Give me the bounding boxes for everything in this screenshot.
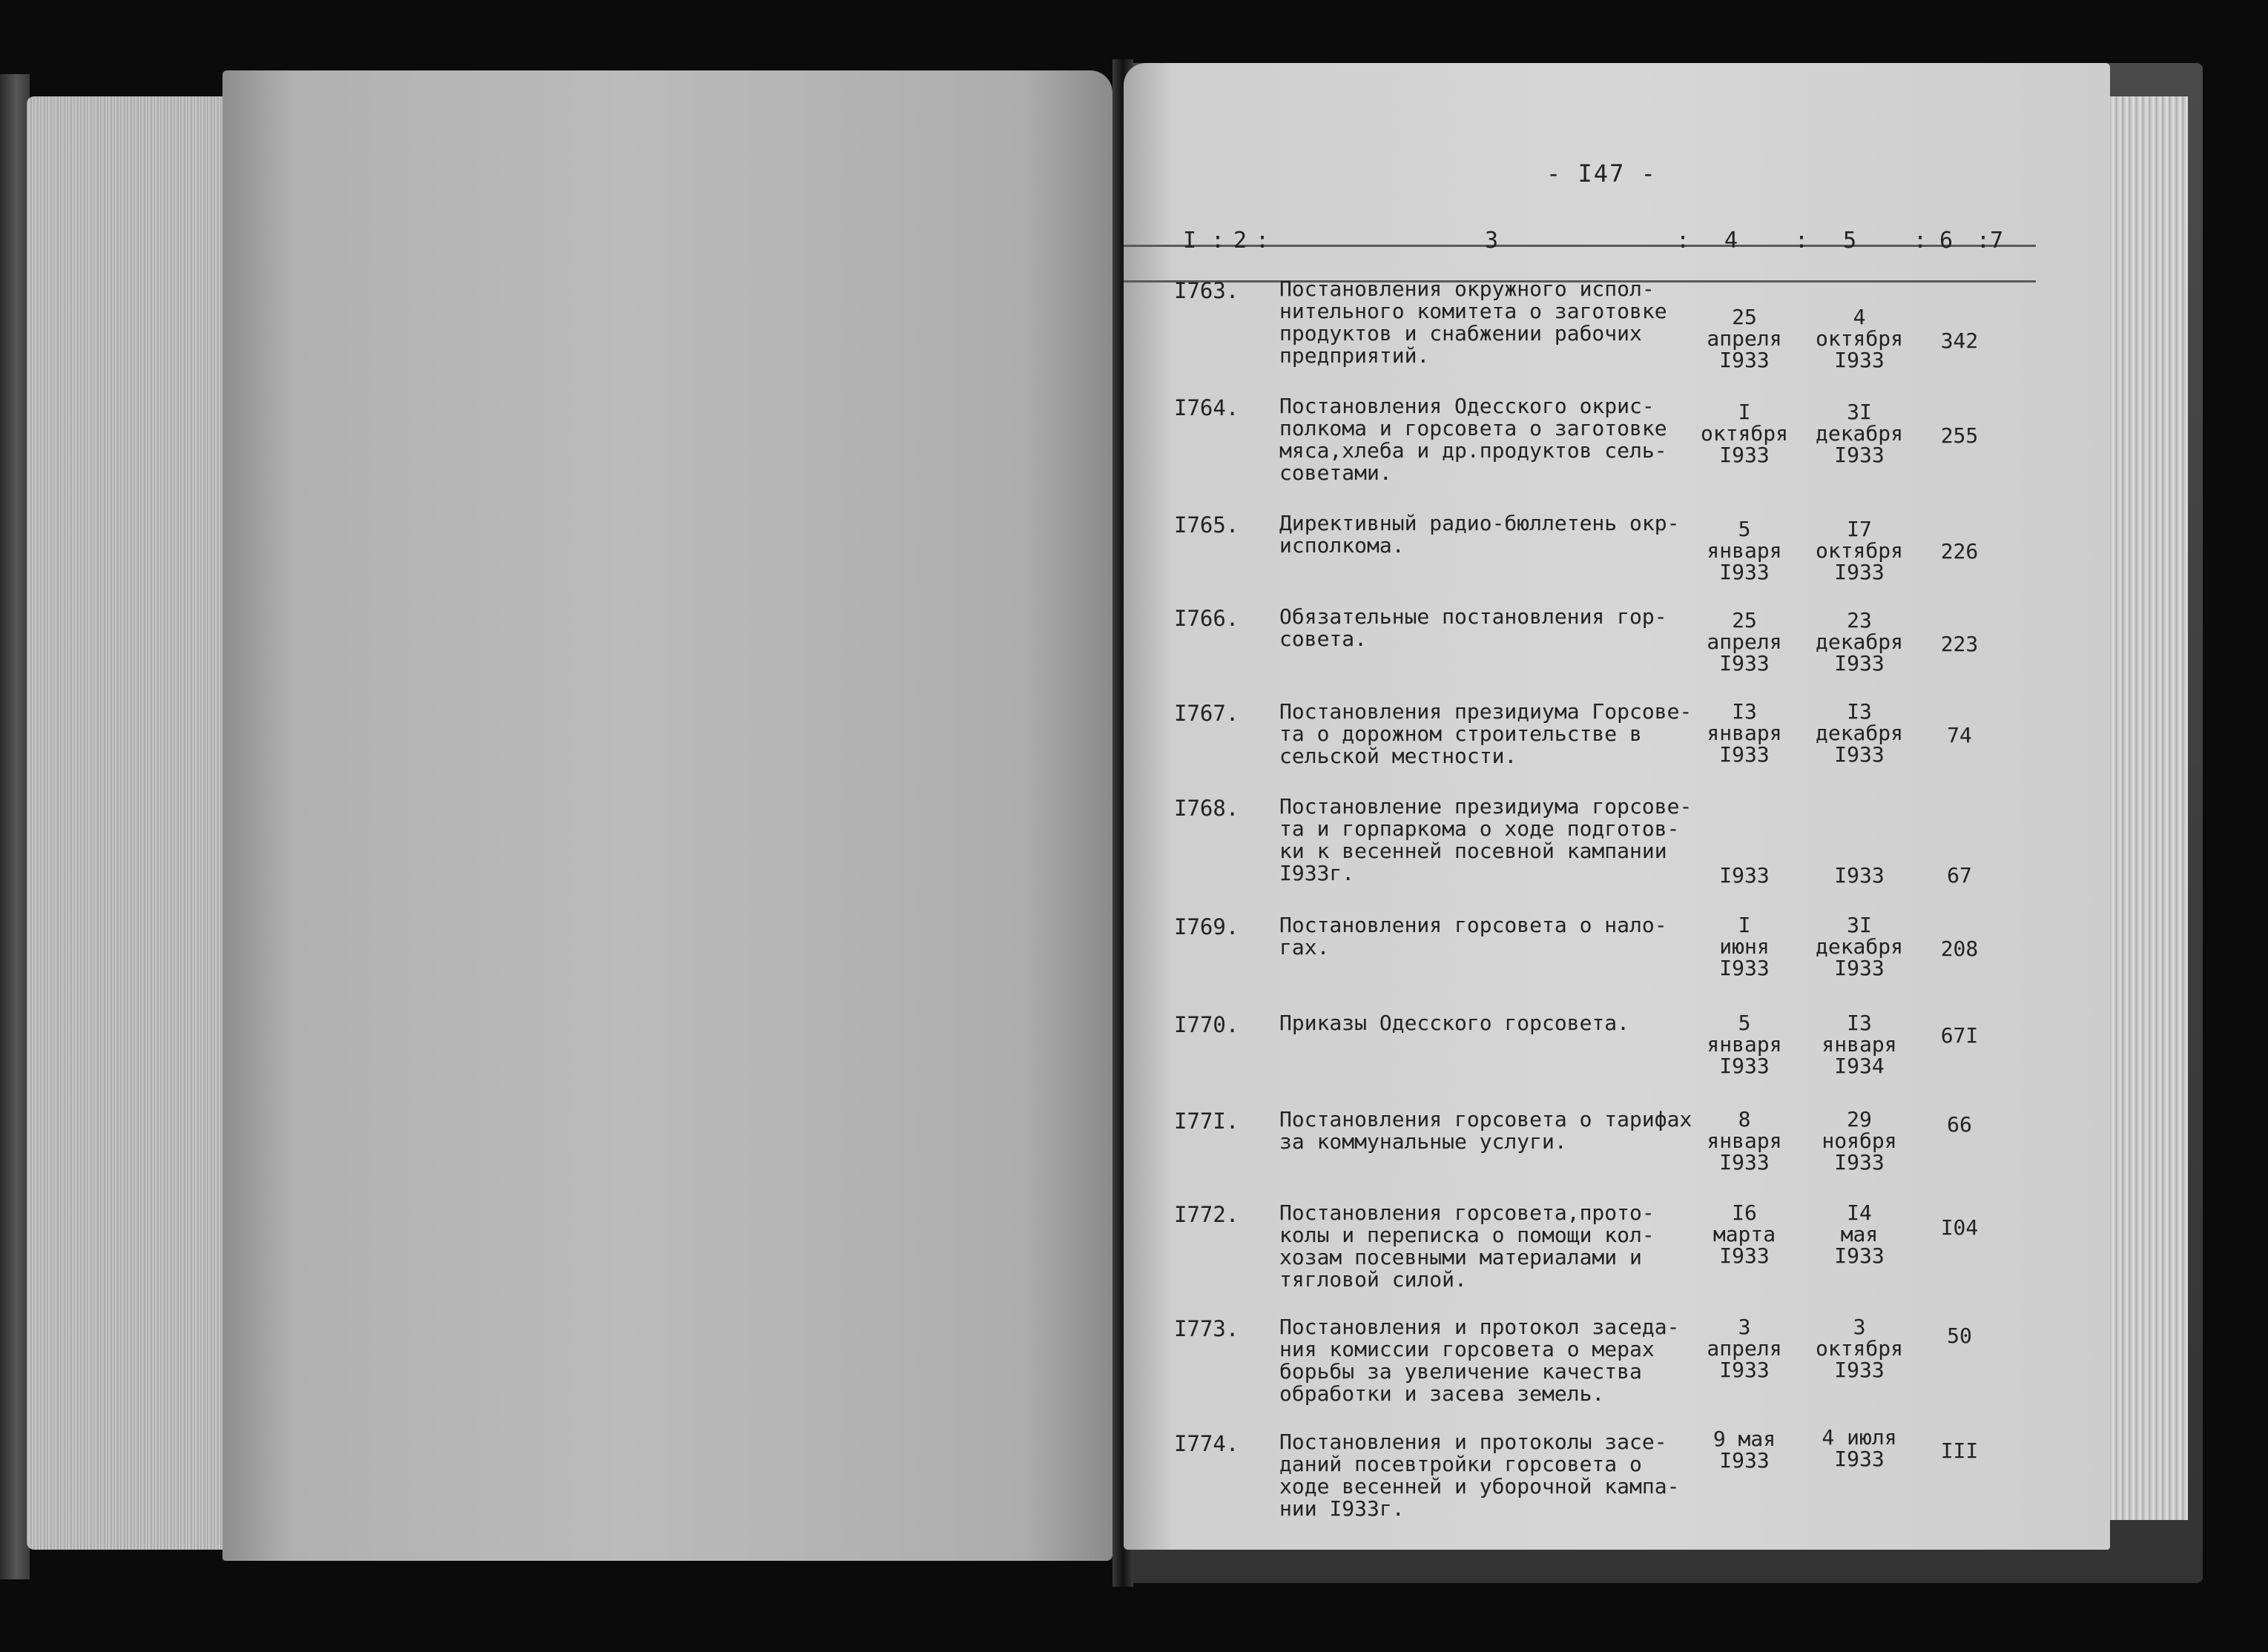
col-header-sep: : xyxy=(1676,228,1690,254)
table-row xyxy=(1124,1316,2110,1427)
sheet-count: 66 xyxy=(1947,1112,1972,1137)
book-binding xyxy=(0,74,30,1579)
end-date: 3 октября I933 xyxy=(1815,1315,1903,1382)
case-title: Директивный радио-бюллетень окр- исполкома. xyxy=(1279,511,1680,558)
case-title: Постановления горсовета о нало- гах. xyxy=(1279,913,1667,959)
start-date: 8 января I933 xyxy=(1707,1107,1782,1174)
sheet-count: III xyxy=(1940,1438,1979,1463)
table-row xyxy=(1124,278,2110,389)
end-date: I7 октября I933 xyxy=(1815,517,1903,584)
col-header-sep: : xyxy=(1256,228,1270,254)
case-number: I773. xyxy=(1174,1316,1239,1341)
end-date: 4 июля I933 xyxy=(1822,1425,1897,1471)
start-date: 25 апреля I933 xyxy=(1707,608,1782,675)
end-date: 29 ноября I933 xyxy=(1822,1107,1897,1174)
col-header-4: 4 xyxy=(1724,228,1738,254)
case-number: I77I. xyxy=(1174,1109,1239,1134)
col-header-sep: : xyxy=(1913,228,1928,254)
case-number: I772. xyxy=(1174,1202,1239,1227)
start-date: I октября I933 xyxy=(1700,400,1788,467)
sheet-count: 255 xyxy=(1940,423,1979,448)
col-header-sep: : xyxy=(1211,228,1225,254)
case-title: Постановления и протокол заседа- ния комиссии горсовета о мерах борьбы за увеличение качества обработки и засева земель. xyxy=(1279,1315,1680,1406)
end-date: I4 мая I933 xyxy=(1834,1200,1885,1268)
col-header-1: I xyxy=(1183,228,1197,254)
case-number: I765. xyxy=(1174,512,1239,538)
case-number: I769. xyxy=(1174,914,1239,939)
col-header-2: 2 xyxy=(1233,228,1247,254)
start-date: I3 января I933 xyxy=(1707,699,1782,767)
case-title: Постановления горсовета,прото- колы и переписка о помощи кол- хозам посевными материалами и тягловой силой. xyxy=(1279,1200,1655,1292)
case-number: I763. xyxy=(1174,278,1239,303)
start-date: I933 xyxy=(1719,863,1770,888)
sheet-count: 67I xyxy=(1940,1023,1979,1048)
case-number: I767. xyxy=(1174,701,1239,726)
table-row xyxy=(1124,796,2110,907)
case-number: I770. xyxy=(1174,1012,1239,1037)
sheet-count: 208 xyxy=(1940,936,1979,961)
start-date: I6 марта I933 xyxy=(1712,1200,1776,1268)
case-number: I766. xyxy=(1174,606,1239,631)
page-block-edge xyxy=(27,96,231,1550)
sheet-count: 74 xyxy=(1947,723,1972,747)
col-header-5: 5 xyxy=(1843,228,1857,254)
start-date: 25 апреля I933 xyxy=(1707,305,1782,372)
end-date: I3 января I934 xyxy=(1822,1011,1897,1078)
col-header-7: :7 xyxy=(1977,228,2004,254)
table-row xyxy=(1124,914,2110,1025)
case-title: Постановления горсовета о тарифах за коммунальные услуги. xyxy=(1279,1107,1692,1154)
end-date: I933 xyxy=(1834,863,1885,888)
right-page xyxy=(1124,63,2110,1550)
end-date: 23 декабря I933 xyxy=(1815,608,1903,675)
start-date: I июня I933 xyxy=(1719,913,1770,980)
case-title: Постановление президиума горсове- та и горпаркома о ходе подготов- ки к весенней посевной кампании I933г. xyxy=(1279,794,1692,885)
case-title: Постановления президиума Горсове- та о дорожном строительстве в сельской местности. xyxy=(1279,699,1692,768)
sheet-count: 226 xyxy=(1940,539,1979,564)
col-header-6: 6 xyxy=(1939,228,1954,254)
table-row xyxy=(1124,1202,2110,1313)
col-header-3: 3 xyxy=(1485,228,1499,254)
end-date: 4 октября I933 xyxy=(1815,305,1903,372)
end-date: 3I декабря I933 xyxy=(1815,400,1903,467)
left-page-blank xyxy=(222,70,1112,1561)
start-date: 5 января I933 xyxy=(1707,517,1782,584)
end-date: I3 декабря I933 xyxy=(1815,699,1903,767)
start-date: 3 апреля I933 xyxy=(1707,1315,1782,1382)
case-title: Постановления окружного испол- нительного комитета о заготовке продуктов и снабжении рабочих предприятий. xyxy=(1279,277,1667,368)
end-date: 3I декабря I933 xyxy=(1815,913,1903,980)
page-number: - I47 - xyxy=(1546,159,1657,188)
table-row xyxy=(1124,1425,2110,1542)
case-title: Приказы Одесского горсовета. xyxy=(1279,1011,1630,1035)
table-row xyxy=(1124,395,2110,506)
col-header-sep: : xyxy=(1795,228,1809,254)
sheet-count: 342 xyxy=(1940,328,1979,353)
case-number: I768. xyxy=(1174,796,1239,821)
sheet-count: 50 xyxy=(1947,1324,1972,1348)
sheet-count: 67 xyxy=(1947,863,1972,888)
case-number: I774. xyxy=(1174,1431,1239,1456)
case-title: Обязательные постановления гор- совета. xyxy=(1279,604,1667,651)
case-title: Постановления и протоколы засе- даний посевтройки горсовета о ходе весенней и уборочной кампа- нии I933г. xyxy=(1279,1430,1680,1521)
sheet-count: 223 xyxy=(1940,632,1979,656)
case-number: I764. xyxy=(1174,395,1239,420)
sheet-count: I04 xyxy=(1940,1215,1979,1240)
start-date: 9 мая I933 xyxy=(1712,1427,1776,1473)
case-title: Постановления Одесского окрис- полкома и горсовета о заготовке мяса,хлеба и др.продуктов сель- советами. xyxy=(1279,394,1667,485)
start-date: 5 января I933 xyxy=(1707,1011,1782,1078)
